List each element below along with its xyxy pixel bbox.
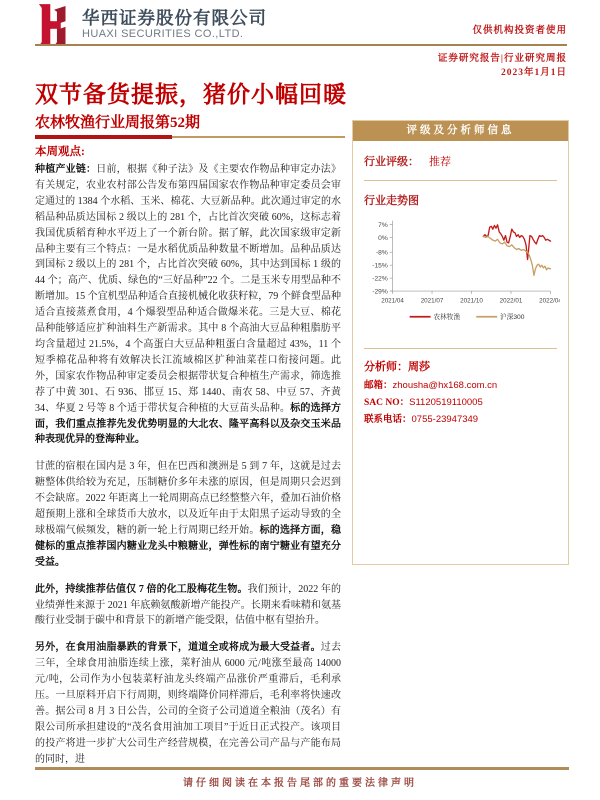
header-divider [35, 44, 567, 46]
analyst-name: 周莎 [408, 361, 430, 373]
huaxi-logo-icon [37, 4, 75, 46]
svg-text:2021/10: 2021/10 [460, 297, 483, 305]
panel-divider [364, 348, 557, 349]
subtitle-underline-gold [172, 136, 345, 138]
paragraph-sugar: 甘蔗的宿根在国内是 3 年，但在巴西和澳洲是 5 到 7 年，这就是过去糖整体供给较为充足，压制糖价多年未涨的原因，但是周期只会迟到不会缺席。2022 年距离上一轮周期高点已经整整六年，叠加石油价格超预期上涨和全球货币大放水，以及近年由于太阳黑子运动导致的全球极端气候频发，糖的新一轮上行周期已经开始。标的选择方面，稳健标的重点推荐国内糖业龙头中粮糖业，弹性标的南宁糖业有望充分受益。 [35, 461, 342, 568]
svg-text:0%: 0% [378, 234, 388, 242]
svg-text:2021/04: 2021/04 [381, 297, 404, 305]
svg-text:2021/07: 2021/07 [420, 297, 444, 305]
panel-divider [364, 180, 557, 181]
company-name-cn: 华西证券股份有限公司 [82, 8, 267, 28]
sac-label: SAC NO： [364, 398, 410, 408]
panel-title: 评级及分析师信息 [353, 121, 568, 141]
svg-text:农林牧渔: 农林牧渔 [433, 314, 461, 322]
email-label: 邮箱： [364, 381, 393, 391]
email-value: zhousha@hx168.com.cn [392, 380, 498, 391]
rating-label: 行业评级： [364, 156, 419, 168]
industry-trend-chart [364, 214, 560, 337]
svg-text:2022/04: 2022/04 [539, 297, 560, 305]
trend-chart-title: 行业走势图 [364, 195, 419, 207]
industry-rating-row [364, 153, 557, 169]
subtitle-underline-red [35, 135, 172, 139]
report-type: 证券研究报告|行业研究周报 [437, 54, 567, 64]
rating-analyst-panel [352, 120, 569, 565]
analyst-label: 分析师： [364, 361, 408, 373]
svg-text:7%: 7% [378, 221, 388, 229]
rating-value: 推荐 [429, 156, 451, 168]
svg-text:沪深300: 沪深300 [500, 314, 525, 322]
paragraph-planting-chain: 种植产业链：日前，根据《种子法》及《主要农作物品种审定办法》有关规定，农业农村部公告发布第四届国家农作物品种审定委员会审定通过的 1384 个水稻、玉米、棉花、大豆新品种。此次通过审定的水稻品种品质达国标 2 级以上的 281 个，占比首次突破 60%，这标志着我国优质稻育种水平迈上了一个新台阶。据了解，此次国家级审定新品种主要有三个特点：一是水稻优质品种数量不断增加。品种品质达到国标 2 级以上的 281 个，占比首次突破 60%，其中达到国标 1 级的 44 个；高产、优质、绿色的“三好品种”22 个。二是玉米专用型品种不断增加。15 个宜机型品种适合直接机械化收获籽粒，79 个鲜食型品种适合直接蒸煮食用，4 个爆裂型品种适合做爆米花。三是大豆、棉花品种能够适应扩种油料生产新需求。其中 8 个高油大豆品种粗脂肪平均含量超过 21.5%，4 个高蛋白大豆品种粗蛋白含量超过 43%，11 个短季棉花品种将有效解决长江流域棉区扩种油菜茬口衔接问题。此外，国家农作物品种审定委员会根据带状复合种植生产需求，筛选推荐了中黄 301、石 936、邯豆 15、郑 1440、南农 58、中豆 57、齐黄 34、华夏 2 号等 8 个适于带状复合种植的大豆苗头品种。标的选择方面，我们重点推荐先发优势明显的大北农、隆平高科以及杂交玉米品种表现优异的登海种业。 [35, 164, 342, 446]
svg-text:-8%: -8% [375, 249, 388, 257]
footer-divider [35, 767, 569, 770]
company-name-en: HUAXI SECURITIES CO.,LTD. [82, 28, 244, 40]
sac-row [364, 394, 557, 408]
svg-text:-22%: -22% [372, 275, 388, 283]
main-content [35, 143, 341, 779]
phone-value: 0755-23947349 [411, 414, 479, 425]
phone-label: 联系电话： [364, 415, 412, 425]
sac-value: S1120519110005 [409, 397, 483, 408]
investor-notice: 仅供机构投资者使用 [472, 26, 567, 36]
trend-chart-svg [364, 214, 560, 332]
section-heading: 本周观点: [35, 146, 85, 158]
report-subtitle: 农林牧渔行业周报第52期 [35, 115, 201, 131]
paragraph-daodaoquan: 另外，在食用油脂暴跌的背景下，道道全或将成为最大受益者。过去三年，全球食用油脂连续上涨，菜籽油从 6000 元/吨涨至最高 14000 元/吨，公司作为小包装菜籽油龙头终端产品涨价严重滞后，毛利承压。一旦原料开启下行周期，则终端降价同样滞后，毛利率将快速改善。据公司 8 月 3 日公告，公司的全资子公司道道全粮油（茂名）有限公司所承担建设的“茂名食用油加工项目”于近日正式投产。该项目的投产将进一步扩大公司生产经营规模，在完善公司产品与产能布局的同时，进 [35, 642, 342, 765]
paragraph-meihua: 此外，持续推荐估值仅 7 倍的化工股梅花生物。我们预计，2022 年的业绩弹性来源于 2021 年底赖氨酸新增产能投产。长期来看味精和氨基酸行业受制于碳中和背景下的新增产能受限，估值中枢有望抬升。 [35, 583, 342, 627]
analyst-row [364, 358, 557, 374]
report-title: 双节备货提振，猪价小幅回暖 [35, 82, 347, 107]
email-row [364, 377, 557, 391]
svg-text:-29%: -29% [372, 288, 388, 296]
legal-disclaimer: 请仔细阅读在本报告尾部的重要法律声明 [183, 778, 417, 789]
report-date: 2023年1月1日 [500, 68, 567, 78]
svg-text:2022/01: 2022/01 [499, 297, 523, 305]
phone-row [364, 411, 557, 425]
svg-text:-15%: -15% [372, 262, 388, 270]
